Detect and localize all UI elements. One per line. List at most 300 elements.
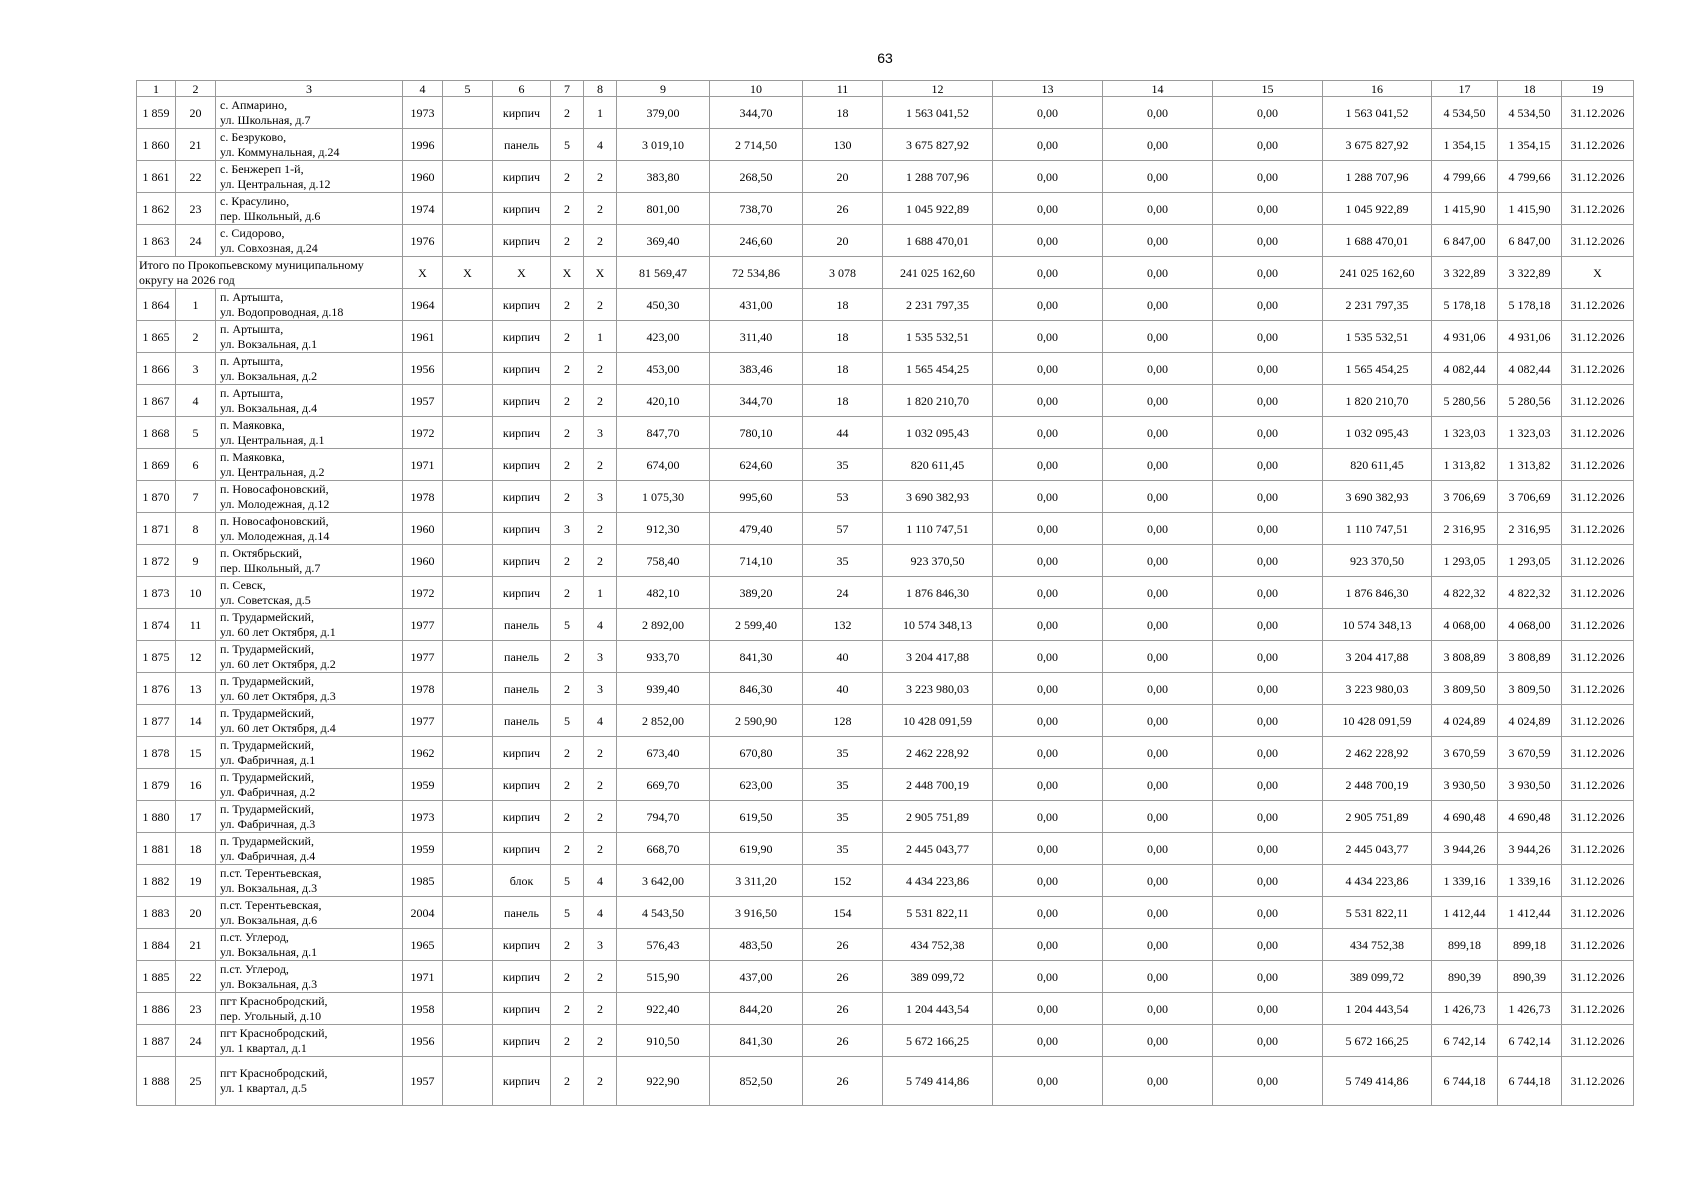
cell-c19: 31.12.2026	[1562, 353, 1634, 385]
cell-c15: 0,00	[1213, 865, 1323, 897]
cell-c4: 1971	[403, 449, 443, 481]
cell-c15: 0,00	[1213, 449, 1323, 481]
subtotal-row	[137, 257, 1634, 289]
table-row	[137, 193, 1634, 225]
address-street: ул. Вокзальная, д.2	[220, 368, 318, 383]
cell-c7: 2	[551, 1057, 584, 1106]
column-header: 7	[551, 81, 584, 97]
cell-c6: кирпич	[493, 417, 551, 449]
cell-c11: 26	[803, 929, 883, 961]
cell-c19: 31.12.2026	[1562, 513, 1634, 545]
cell-c4: 1959	[403, 833, 443, 865]
cell-c17: 899,18	[1432, 929, 1498, 961]
cell-c19: 31.12.2026	[1562, 321, 1634, 353]
cell-c10: 437,00	[710, 961, 803, 993]
cell-c1: 1 884	[137, 929, 176, 961]
cell-c1: 1 873	[137, 577, 176, 609]
cell-c9: 674,00	[617, 449, 710, 481]
cell-c6: панель	[493, 641, 551, 673]
cell-c17: 4 068,00	[1432, 609, 1498, 641]
address-locality: п. Трудармейский,	[220, 769, 314, 784]
cell-c19: 31.12.2026	[1562, 97, 1634, 129]
cell-c11: 35	[803, 545, 883, 577]
subtotal-label: Итого по Прокопьевскому муниципальному округу на 2026 год	[137, 257, 403, 289]
cell-c15: 0,00	[1213, 833, 1323, 865]
address-street: ул. 60 лет Октября, д.1	[220, 624, 336, 639]
cell-c5	[443, 929, 493, 961]
cell-c5	[443, 129, 493, 161]
table-body	[137, 97, 1634, 1106]
cell-c19: 31.12.2026	[1562, 289, 1634, 321]
cell-c2: 4	[176, 385, 216, 417]
cell-c16: 10 428 091,59	[1323, 705, 1432, 737]
cell-c6: панель	[493, 897, 551, 929]
cell-c7: 5	[551, 705, 584, 737]
cell-c12: 1 563 041,52	[883, 97, 993, 129]
cell-c6: панель	[493, 673, 551, 705]
cell-c1: 1 874	[137, 609, 176, 641]
cell-c12: 1 820 210,70	[883, 385, 993, 417]
table-row	[137, 513, 1634, 545]
cell-c7: 2	[551, 993, 584, 1025]
cell-c10: 852,50	[710, 1057, 803, 1106]
cell-c17: 4 690,48	[1432, 801, 1498, 833]
cell-c12: 389 099,72	[883, 961, 993, 993]
cell-c18: 2 316,95	[1498, 513, 1562, 545]
cell-c10: 624,60	[710, 449, 803, 481]
cell-c17: 4 822,32	[1432, 577, 1498, 609]
cell-c19: 31.12.2026	[1562, 609, 1634, 641]
cell-c11: 35	[803, 769, 883, 801]
subtotal-c9: 81 569,47	[617, 257, 710, 289]
table-row	[137, 833, 1634, 865]
address-locality: пгт Краснобродский,	[220, 1066, 328, 1080]
cell-c2: 19	[176, 865, 216, 897]
cell-c12: 1 288 707,96	[883, 161, 993, 193]
cell-c14: 0,00	[1103, 129, 1213, 161]
cell-c14: 0,00	[1103, 993, 1213, 1025]
cell-c9: 379,00	[617, 97, 710, 129]
cell-c1: 1 876	[137, 673, 176, 705]
cell-c5	[443, 705, 493, 737]
cell-c7: 2	[551, 833, 584, 865]
address-cell	[216, 929, 403, 961]
subtotal-c7: X	[551, 257, 584, 289]
address-street: ул. Молодежная, д.14	[220, 528, 330, 543]
cell-c13: 0,00	[993, 705, 1103, 737]
cell-c16: 3 675 827,92	[1323, 129, 1432, 161]
cell-c7: 5	[551, 129, 584, 161]
address-locality: п. Маяковка,	[220, 417, 285, 432]
subtotal-c14: 0,00	[1103, 257, 1213, 289]
cell-c6: кирпич	[493, 769, 551, 801]
cell-c10: 311,40	[710, 321, 803, 353]
cell-c19: 31.12.2026	[1562, 1025, 1634, 1057]
cell-c16: 1 565 454,25	[1323, 353, 1432, 385]
cell-c14: 0,00	[1103, 513, 1213, 545]
cell-c5	[443, 1057, 493, 1106]
cell-c1: 1 863	[137, 225, 176, 257]
cell-c12: 2 462 228,92	[883, 737, 993, 769]
cell-c9: 668,70	[617, 833, 710, 865]
cell-c14: 0,00	[1103, 417, 1213, 449]
cell-c18: 4 822,32	[1498, 577, 1562, 609]
cell-c10: 3 916,50	[710, 897, 803, 929]
cell-c10: 714,10	[710, 545, 803, 577]
cell-c16: 1 820 210,70	[1323, 385, 1432, 417]
cell-c15: 0,00	[1213, 129, 1323, 161]
cell-c7: 2	[551, 673, 584, 705]
cell-c4: 1960	[403, 545, 443, 577]
cell-c11: 44	[803, 417, 883, 449]
cell-c8: 1	[584, 321, 617, 353]
cell-c12: 10 574 348,13	[883, 609, 993, 641]
cell-c4: 1960	[403, 513, 443, 545]
cell-c14: 0,00	[1103, 385, 1213, 417]
cell-c15: 0,00	[1213, 321, 1323, 353]
address-cell	[216, 737, 403, 769]
cell-c6: кирпич	[493, 321, 551, 353]
cell-c14: 0,00	[1103, 289, 1213, 321]
address-street: ул. Совхозная, д.24	[220, 240, 318, 255]
address-locality: п. Трудармейский,	[220, 641, 314, 656]
column-header: 1	[137, 81, 176, 97]
cell-c10: 623,00	[710, 769, 803, 801]
address-cell	[216, 897, 403, 929]
table-row	[137, 961, 1634, 993]
address-cell	[216, 577, 403, 609]
cell-c1: 1 872	[137, 545, 176, 577]
cell-c14: 0,00	[1103, 737, 1213, 769]
cell-c5	[443, 225, 493, 257]
table-row	[137, 801, 1634, 833]
cell-c11: 20	[803, 161, 883, 193]
cell-c6: кирпич	[493, 929, 551, 961]
cell-c4: 1957	[403, 1057, 443, 1106]
cell-c4: 1996	[403, 129, 443, 161]
address-cell	[216, 865, 403, 897]
cell-c8: 2	[584, 993, 617, 1025]
address-street: ул. Вокзальная, д.1	[220, 944, 318, 959]
cell-c8: 2	[584, 353, 617, 385]
cell-c16: 923 370,50	[1323, 545, 1432, 577]
cell-c7: 2	[551, 161, 584, 193]
cell-c1: 1 871	[137, 513, 176, 545]
cell-c11: 40	[803, 641, 883, 673]
address-cell	[216, 801, 403, 833]
address-street: ул. 1 квартал, д.1	[220, 1040, 307, 1055]
cell-c15: 0,00	[1213, 289, 1323, 321]
cell-c7: 2	[551, 577, 584, 609]
cell-c2: 20	[176, 97, 216, 129]
address-locality: п. Октябрьский,	[220, 545, 302, 560]
address-locality: п. Трудармейский,	[220, 673, 314, 688]
cell-c16: 2 905 751,89	[1323, 801, 1432, 833]
cell-c10: 738,70	[710, 193, 803, 225]
cell-c11: 152	[803, 865, 883, 897]
cell-c4: 1977	[403, 641, 443, 673]
cell-c15: 0,00	[1213, 193, 1323, 225]
cell-c17: 4 082,44	[1432, 353, 1498, 385]
cell-c19: 31.12.2026	[1562, 481, 1634, 513]
table-row	[137, 673, 1634, 705]
cell-c18: 1 323,03	[1498, 417, 1562, 449]
cell-c10: 344,70	[710, 97, 803, 129]
subtotal-c16: 241 025 162,60	[1323, 257, 1432, 289]
cell-c13: 0,00	[993, 1057, 1103, 1106]
cell-c6: кирпич	[493, 801, 551, 833]
cell-c17: 3 808,89	[1432, 641, 1498, 673]
cell-c10: 2 599,40	[710, 609, 803, 641]
table-row	[137, 705, 1634, 737]
cell-c7: 2	[551, 417, 584, 449]
column-number-row	[137, 81, 1634, 97]
cell-c13: 0,00	[993, 929, 1103, 961]
cell-c12: 10 428 091,59	[883, 705, 993, 737]
cell-c17: 4 534,50	[1432, 97, 1498, 129]
cell-c12: 1 204 443,54	[883, 993, 993, 1025]
cell-c12: 434 752,38	[883, 929, 993, 961]
cell-c16: 1 045 922,89	[1323, 193, 1432, 225]
address-locality: п. Артышта,	[220, 321, 284, 336]
cell-c2: 23	[176, 193, 216, 225]
table-row	[137, 865, 1634, 897]
cell-c5	[443, 193, 493, 225]
column-header: 9	[617, 81, 710, 97]
cell-c14: 0,00	[1103, 545, 1213, 577]
address-cell	[216, 321, 403, 353]
cell-c4: 1973	[403, 801, 443, 833]
table-row	[137, 353, 1634, 385]
cell-c7: 2	[551, 193, 584, 225]
cell-c1: 1 859	[137, 97, 176, 129]
cell-c7: 3	[551, 513, 584, 545]
cell-c1: 1 862	[137, 193, 176, 225]
address-cell	[216, 129, 403, 161]
cell-c8: 3	[584, 929, 617, 961]
cell-c4: 1964	[403, 289, 443, 321]
table-row	[137, 737, 1634, 769]
cell-c6: кирпич	[493, 833, 551, 865]
cell-c14: 0,00	[1103, 225, 1213, 257]
column-header: 16	[1323, 81, 1432, 97]
table-row	[137, 577, 1634, 609]
cell-c17: 1 415,90	[1432, 193, 1498, 225]
cell-c13: 0,00	[993, 609, 1103, 641]
cell-c19: 31.12.2026	[1562, 193, 1634, 225]
cell-c5	[443, 897, 493, 929]
table-row	[137, 481, 1634, 513]
cell-c2: 7	[176, 481, 216, 513]
table-row	[137, 321, 1634, 353]
cell-c13: 0,00	[993, 513, 1103, 545]
cell-c14: 0,00	[1103, 801, 1213, 833]
cell-c14: 0,00	[1103, 353, 1213, 385]
cell-c9: 922,40	[617, 993, 710, 1025]
cell-c2: 12	[176, 641, 216, 673]
cell-c12: 1 535 532,51	[883, 321, 993, 353]
cell-c8: 2	[584, 961, 617, 993]
cell-c8: 4	[584, 129, 617, 161]
cell-c17: 6 847,00	[1432, 225, 1498, 257]
cell-c8: 2	[584, 769, 617, 801]
address-locality: п.ст. Углерод,	[220, 961, 289, 976]
cell-c5	[443, 801, 493, 833]
cell-c12: 923 370,50	[883, 545, 993, 577]
cell-c16: 1 688 470,01	[1323, 225, 1432, 257]
cell-c10: 846,30	[710, 673, 803, 705]
cell-c1: 1 875	[137, 641, 176, 673]
cell-c14: 0,00	[1103, 193, 1213, 225]
cell-c2: 1	[176, 289, 216, 321]
cell-c17: 6 744,18	[1432, 1057, 1498, 1106]
cell-c11: 26	[803, 1025, 883, 1057]
address-street: ул. Школьная, д.7	[220, 112, 311, 127]
address-street: ул. 1 квартал, д.5	[220, 1081, 307, 1095]
address-locality: п. Трудармейский,	[220, 609, 314, 624]
cell-c17: 890,39	[1432, 961, 1498, 993]
cell-c1: 1 860	[137, 129, 176, 161]
cell-c13: 0,00	[993, 865, 1103, 897]
cell-c13: 0,00	[993, 961, 1103, 993]
cell-c17: 5 178,18	[1432, 289, 1498, 321]
cell-c4: 1977	[403, 705, 443, 737]
cell-c9: 450,30	[617, 289, 710, 321]
cell-c8: 2	[584, 545, 617, 577]
cell-c6: кирпич	[493, 1025, 551, 1057]
cell-c14: 0,00	[1103, 97, 1213, 129]
cell-c12: 2 231 797,35	[883, 289, 993, 321]
cell-c18: 4 931,06	[1498, 321, 1562, 353]
cell-c5	[443, 545, 493, 577]
cell-c12: 2 445 043,77	[883, 833, 993, 865]
cell-c18: 4 068,00	[1498, 609, 1562, 641]
cell-c5	[443, 353, 493, 385]
cell-c17: 3 930,50	[1432, 769, 1498, 801]
cell-c9: 939,40	[617, 673, 710, 705]
cell-c2: 3	[176, 353, 216, 385]
cell-c1: 1 869	[137, 449, 176, 481]
cell-c13: 0,00	[993, 641, 1103, 673]
cell-c6: кирпич	[493, 353, 551, 385]
cell-c8: 2	[584, 737, 617, 769]
cell-c5	[443, 289, 493, 321]
table-row	[137, 609, 1634, 641]
cell-c1: 1 865	[137, 321, 176, 353]
cell-c16: 2 445 043,77	[1323, 833, 1432, 865]
cell-c11: 35	[803, 833, 883, 865]
cell-c10: 3 311,20	[710, 865, 803, 897]
cell-c15: 0,00	[1213, 897, 1323, 929]
cell-c19: 31.12.2026	[1562, 833, 1634, 865]
cell-c15: 0,00	[1213, 225, 1323, 257]
cell-c19: 31.12.2026	[1562, 161, 1634, 193]
cell-c7: 2	[551, 961, 584, 993]
cell-c1: 1 864	[137, 289, 176, 321]
cell-c16: 2 448 700,19	[1323, 769, 1432, 801]
cell-c9: 922,90	[617, 1057, 710, 1106]
cell-c17: 5 280,56	[1432, 385, 1498, 417]
cell-c9: 515,90	[617, 961, 710, 993]
cell-c2: 17	[176, 801, 216, 833]
cell-c10: 389,20	[710, 577, 803, 609]
cell-c6: панель	[493, 129, 551, 161]
cell-c19: 31.12.2026	[1562, 449, 1634, 481]
address-street: пер. Школьный, д.7	[220, 560, 321, 575]
cell-c19: 31.12.2026	[1562, 641, 1634, 673]
column-header: 8	[584, 81, 617, 97]
cell-c12: 3 690 382,93	[883, 481, 993, 513]
cell-c6: кирпич	[493, 193, 551, 225]
cell-c17: 4 799,66	[1432, 161, 1498, 193]
cell-c11: 18	[803, 321, 883, 353]
cell-c2: 23	[176, 993, 216, 1025]
cell-c12: 4 434 223,86	[883, 865, 993, 897]
cell-c13: 0,00	[993, 289, 1103, 321]
cell-c6: кирпич	[493, 289, 551, 321]
cell-c16: 3 204 417,88	[1323, 641, 1432, 673]
cell-c13: 0,00	[993, 129, 1103, 161]
cell-c9: 4 543,50	[617, 897, 710, 929]
cell-c19: 31.12.2026	[1562, 993, 1634, 1025]
cell-c16: 1 032 095,43	[1323, 417, 1432, 449]
cell-c9: 420,10	[617, 385, 710, 417]
cell-c18: 1 313,82	[1498, 449, 1562, 481]
cell-c9: 383,80	[617, 161, 710, 193]
cell-c10: 2 714,50	[710, 129, 803, 161]
cell-c11: 35	[803, 737, 883, 769]
cell-c18: 1 426,73	[1498, 993, 1562, 1025]
cell-c16: 4 434 223,86	[1323, 865, 1432, 897]
cell-c9: 758,40	[617, 545, 710, 577]
cell-c9: 933,70	[617, 641, 710, 673]
cell-c13: 0,00	[993, 417, 1103, 449]
cell-c5	[443, 449, 493, 481]
cell-c11: 26	[803, 193, 883, 225]
cell-c7: 5	[551, 865, 584, 897]
cell-c18: 890,39	[1498, 961, 1562, 993]
address-cell	[216, 193, 403, 225]
address-cell	[216, 993, 403, 1025]
column-header: 19	[1562, 81, 1634, 97]
cell-c9: 423,00	[617, 321, 710, 353]
cell-c10: 619,50	[710, 801, 803, 833]
cell-c8: 3	[584, 481, 617, 513]
cell-c19: 31.12.2026	[1562, 865, 1634, 897]
cell-c6: кирпич	[493, 385, 551, 417]
cell-c18: 6 847,00	[1498, 225, 1562, 257]
address-cell	[216, 97, 403, 129]
cell-c9: 2 852,00	[617, 705, 710, 737]
column-header: 12	[883, 81, 993, 97]
address-street: ул. Вокзальная, д.1	[220, 336, 318, 351]
cell-c16: 5 672 166,25	[1323, 1025, 1432, 1057]
cell-c19: 31.12.2026	[1562, 705, 1634, 737]
cell-c12: 1 045 922,89	[883, 193, 993, 225]
cell-c11: 18	[803, 353, 883, 385]
cell-c8: 1	[584, 97, 617, 129]
address-locality: с. Красулино,	[220, 193, 290, 208]
cell-c9: 912,30	[617, 513, 710, 545]
cell-c14: 0,00	[1103, 449, 1213, 481]
address-cell	[216, 289, 403, 321]
table-row	[137, 161, 1634, 193]
cell-c11: 154	[803, 897, 883, 929]
cell-c6: кирпич	[493, 737, 551, 769]
cell-c14: 0,00	[1103, 481, 1213, 513]
column-header: 6	[493, 81, 551, 97]
cell-c13: 0,00	[993, 225, 1103, 257]
